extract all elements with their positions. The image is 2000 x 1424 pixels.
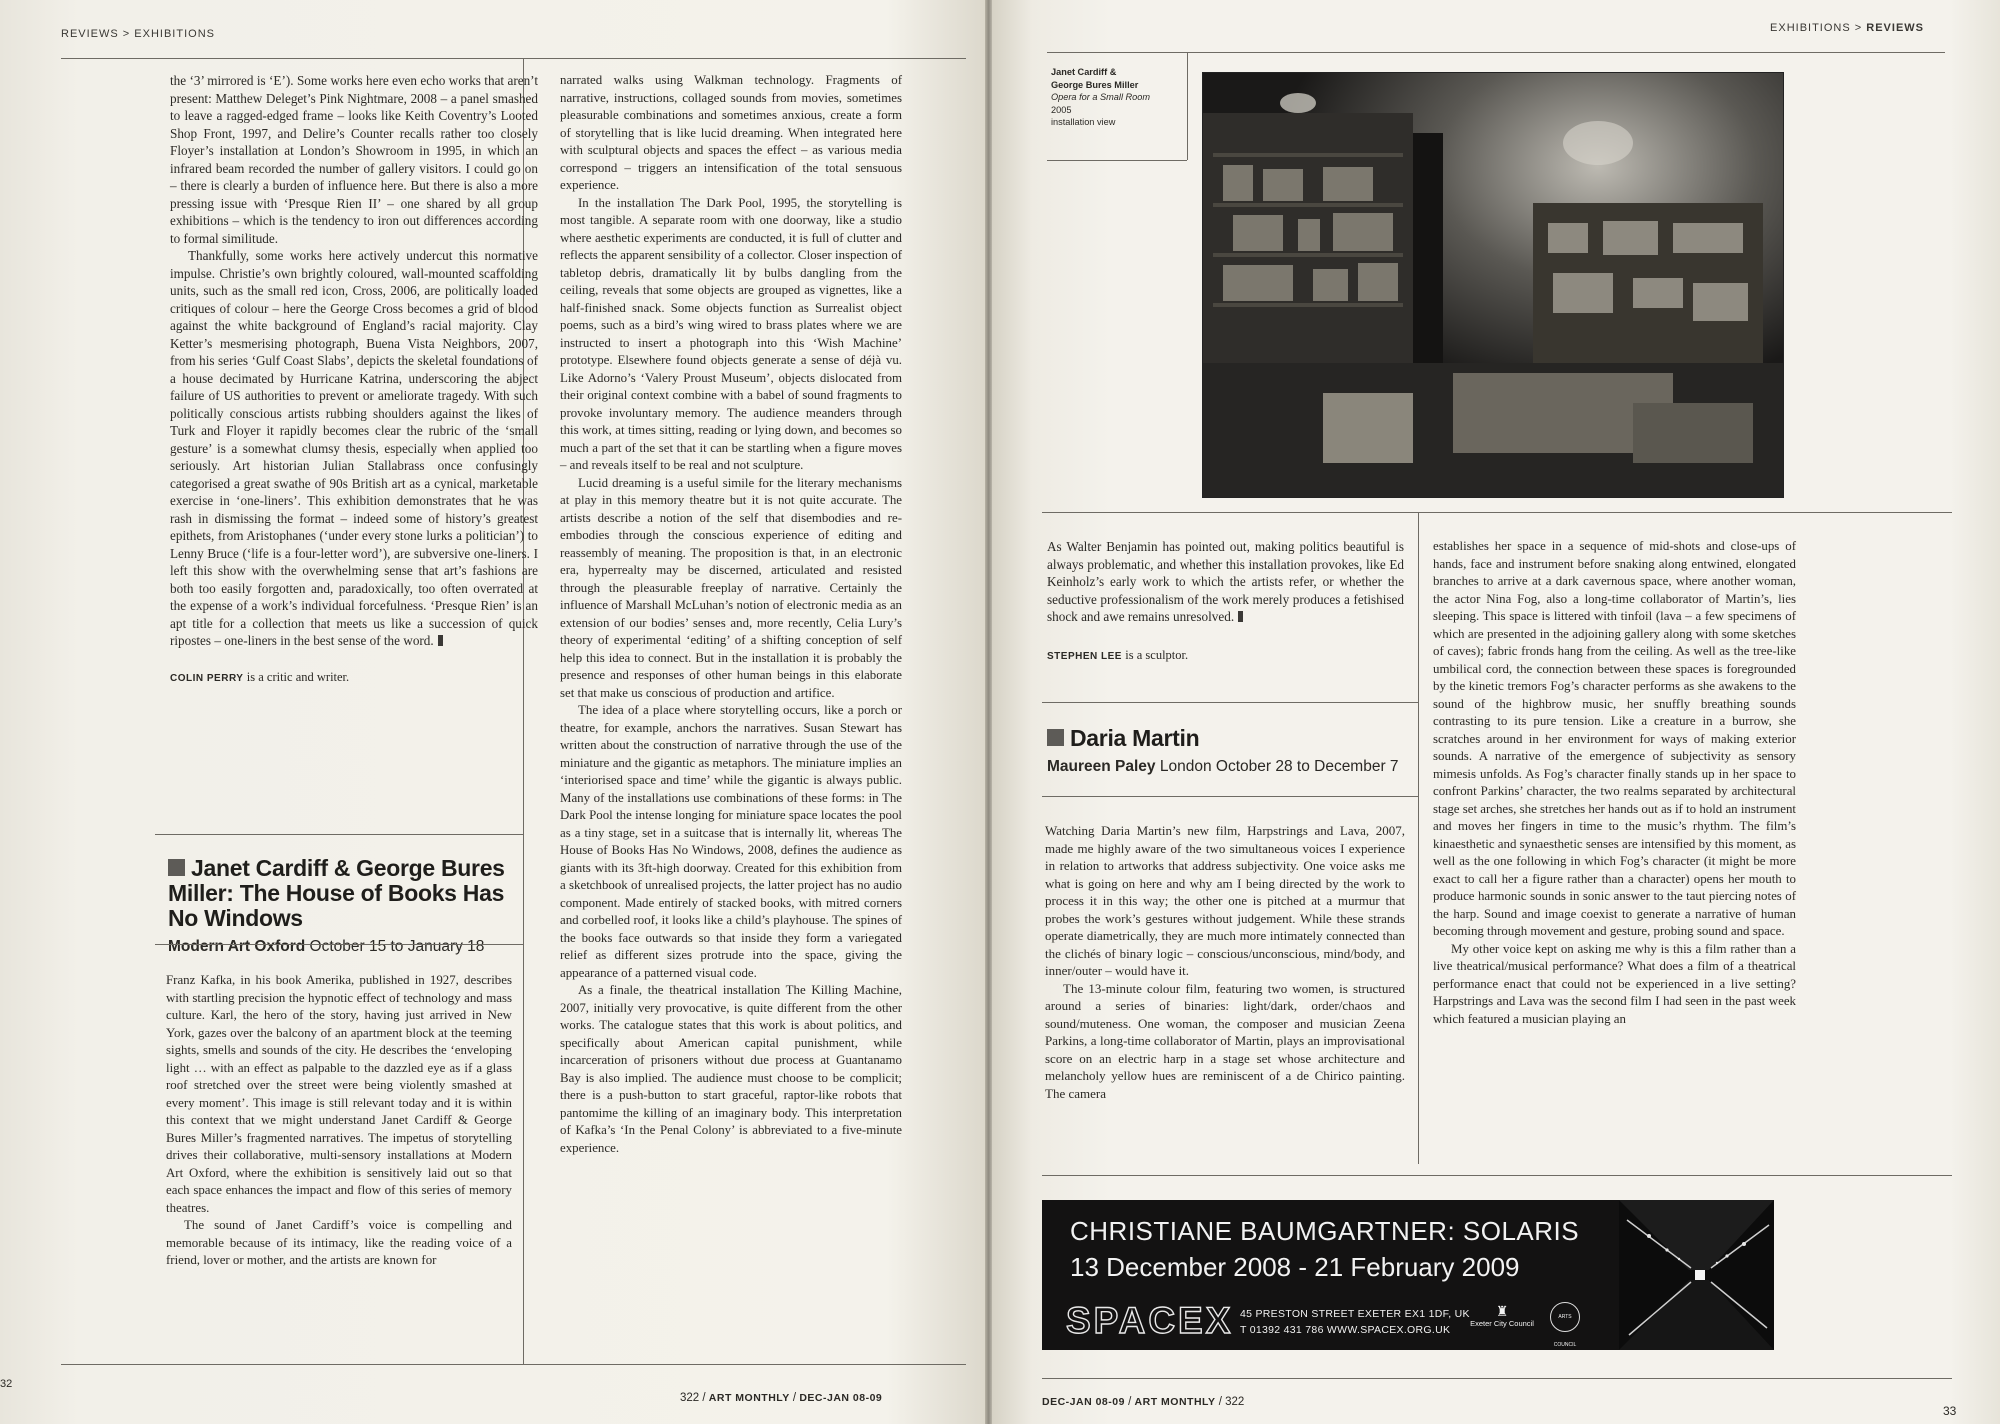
photo-caption: Janet Cardiff & George Bures Miller Opera for a Small Room 2005 installation view bbox=[1051, 66, 1176, 129]
section-rule bbox=[155, 834, 523, 835]
paragraph: In the installation The Dark Pool, 1995, the storytelling is most tangible. A separate room with one doorway, like a studio where aesthetic experiments are conducted, it is full of clutter and reflects the apparent sensibility of a collector. Closer inspection of tabletop debris, dramatically lit by bulbs dangling from the ceiling, reveals that some objects are grouped as vignettes, like a half-finished snack. Some objects function as Surrealist object poems, such as a bird’s wing wired to brass plates where we are instructed to insert a photograph into this ‘Wish Machine’ prototype. Elsewhere found objects generate a sense of déjà vu. Like Adorno’s ‘Valery Proust Museum’, objects dislocated from their original context combine with a babel of sound fragments to provoke involuntary memory. The audience meanders through this work, at times sitting, reading or lying down, and becomes so much a part of the set that it can be startling when a figure moves – and reveals itself to be real and not sculpture. bbox=[560, 195, 902, 472]
caption-divider bbox=[1187, 52, 1188, 160]
paragraph: The sound of Janet Cardiff’s voice is compelling and memorable because of its intimacy, like the reading voice of a friend, lover or mother, and the artists are known for bbox=[166, 1218, 512, 1267]
magazine-name: ART MONTHLY bbox=[708, 1392, 790, 1404]
section-rule bbox=[1042, 702, 1418, 703]
ad-dates: 13 December 2008 - 21 February 2009 bbox=[1070, 1252, 1520, 1282]
end-mark-icon bbox=[438, 635, 443, 646]
paragraph: Watching Daria Martin’s new film, Harpstrings and Lava, 2007, made me highly aware of the two simultaneous voices I experience in relation to artworks that address subjectivity. One voice asks me what is going on here and why am I being directed by the work to process it in this way; the other one is pitched at a murmur that probes the work’s gestures without judgement. While these strands operate diametrically, they are much more intimately connected than the clichés of binary logic – conscious/unconscious, mind/body, and inner/outer – would have it. bbox=[1045, 823, 1405, 978]
review-header bbox=[1047, 726, 1407, 776]
bottom-rule bbox=[61, 1364, 966, 1365]
paragraph: the ‘3’ mirrored is ‘E’). Some works here even echo works that aren’t present: Matthew Deleget’s Pink Nightmare, 2008 – a panel smashed to leave a ragged-edged frame – looks like Keith Coventry’s Looted Shop Front, 1997, and Delire’s Counter recalls rather too closely Floyer’s installation at London’s Showroom in 1995, in which an infrared beam recorded the number of gallery visitors. I could go on – there is clearly a burden of influence here. But there is also a more pressing issue with ‘Presque Rien II’ – one shared by all group exhibitions – which is the tendency to iron out differences according to formal similitude. bbox=[170, 73, 538, 246]
paragraph: As a finale, the theatrical installation The Killing Machine, 2007, initially very provocative, is quite different from the other works. The catalogue states that this work is about politics, and specifically about American capital punishment, while incarceration of prisoners without due process at Guantanamo Bay is also implied. The audience must choose to be complicit; there is a push-button to start graceful, raptor-like robots that pantomime the killing of an imaginary body. This interpretation of Kafka’s ‘In the Penal Colony’ is abbreviated to a five-minute experience. bbox=[560, 983, 902, 1155]
page-number: 322 bbox=[680, 1392, 700, 1404]
paragraph: Thankfully, some works here actively undercut this normative impulse. Christie’s own brightly coloured, wall-mounted scaffolding units, such as the small red icon, Cross, 2006, are politically loaded critiques of colour – here the George Cross becomes a grid of blood against the white background of England’s racial majority. Clay Ketter’s mesmerising photograph, Buena Vista Neighbors, 2007, from his series ‘Gulf Coast Slabs’, depicts the skeletal foundations of a house decimated by Hurricane Katrina, underscoring the abject failure of US authorities to prevent or ameliorate tragedy. With such politically conscious artists rubbing shoulders against the likes of Turk and Floyer it rapidly becomes clear the rubric of the ‘small gesture’ is a somewhat clumsy thesis, especially when applied too seriously. Art historian Julian Stallabrass once confusingly categorised a great swathe of 90s British art as a cynical, marketable exercise in ‘one-liners’. This exhibition demonstrates that he was rash in dismissing the format – indeed some of history’s greatest epithets, from Aristophanes (‘under every stone lurks a politician’) to Lenny Bruce (‘life is a four-letter word’), are subversive one-liners. I left this show with the overwhelming sense that art’s fashions are both too easily forgotten and, paradoxically, too often overrated at the expense of a work’s individual forcefulness. ‘Presque Rien’ is an apt title for a collection that meets us like a succession of quick ripostes – one-liners in the best sense of the word. bbox=[170, 248, 538, 648]
caption-year: 2005 bbox=[1051, 104, 1072, 115]
paragraph: Franz Kafka, in his book Amerika, published in 1927, describes with startling precision the hypnotic effect of technology and mass culture. Karl, the hero of the story, having just arrived in New York, gazes over the balcony of an apartment block at the teeming sights, smells and sounds of the city. He describes the ‘enveloping light … with an effect as palpable to the dazzled eye as if a glass roof stretched over the street were being violently smashed at every moment’. This image is still relevant today and it is within this context that we might understand Janet Cardiff & George Bures Miller’s fragmented narratives. The impetus of storytelling drives their collaborative, multi-sensory installations at Modern Art Oxford, where the exhibition is sensitively laid out so that each space enhances the impact and flow of this series of memory theatres. bbox=[166, 973, 512, 1215]
bottom-rule bbox=[1042, 1378, 1952, 1379]
page-footer-left: 322 / ART MONTHLY / DEC-JAN 08-09 bbox=[680, 1392, 883, 1404]
subsection-label: EXHIBITIONS bbox=[134, 28, 215, 40]
paragraph: Lucid dreaming is a useful simile for the literary mechanisms at play in this memory theatre but it is not quite accurate. The artists describe a notion of the self that disembodies and re-embodies through the conscious experience of editing and reassembly of meaning. The proposition is that, in an electronic era, hyperrealty may be discerned, articulated and resisted through the pleasurable freeplay of narrative. Certainly the influence of Marshall McLuhan’s notion of electronic media as an extension of our bodies’ senses and, more recently, Celia Lury’s theory of experimental ‘editing’ of a shifting conception of self help this idea to connect. But in the installation it is probably the presence and responses of other human beings in this elaborate set that make us conscious of production and artifice. bbox=[560, 475, 902, 700]
section-rule bbox=[1042, 512, 1952, 513]
review-venue: Modern Art Oxford October 15 to January 18 bbox=[168, 938, 485, 955]
page-footer-right: DEC-JAN 08-09 / ART MONTHLY / 322 bbox=[1042, 1396, 1245, 1408]
review-title: Janet Cardiff & George Bures Miller: The House of Books Has No Windows bbox=[168, 855, 505, 931]
caption-artists: Janet Cardiff & bbox=[1051, 67, 1117, 77]
running-head-right: EXHIBITIONS > REVIEWS bbox=[1770, 22, 1924, 34]
issue-date: DEC-JAN 08-09 bbox=[799, 1392, 883, 1404]
section-label: REVIEWS bbox=[61, 28, 119, 40]
article-column bbox=[170, 72, 538, 687]
square-bullet-icon bbox=[1047, 729, 1064, 746]
review-header bbox=[168, 856, 518, 956]
review-venue: Maureen Paley London October 28 to December 7 bbox=[1047, 758, 1399, 775]
article-column bbox=[560, 72, 902, 1157]
edge-page-number: 33 bbox=[1943, 1404, 1957, 1418]
square-bullet-icon bbox=[168, 859, 185, 876]
spacex-logo: SPACEX bbox=[1066, 1300, 1234, 1341]
paragraph: establishes her space in a sequence of mid-shots and close-ups of hands, face and instrument before snaking along entwined, elongated branches to arrive at a dark cavernous space, where another woman, the actor Nina Fog, also a long-time collaborator of Martin’s, lies sleeping. This space is littered with tinfoil (lava – a few specimens of which are presented in the adjoining gallery along with some sketches of caves); fabric fronds hang from the ceiling. As well as the tree-like umbilical cord, the connection between these spaces is foregrounded by the kinetic tremors Fog’s character performs as she awakens to the sound of the highbrow music, her snuffly breathing sounds contrasting to its pure tension. Like a creature in a burrow, she scratches around in her environment for ways of making exterior sounds. A narrative of the emergence of subjectivity as sensory mimesis unfolds. As Fog’s character finally stands up in her space to confront Parkins’ character, the two realms separated by architectural stage set arches, she stretches her hands out as if to hold an instrument and moves her fingers in time to the music’s rhythm. The film’s kinaesthetic and synaesthetic senses are intensified by this moment, as well as the one following in which Fog’s character (it might be more exact to call her a figure rather than a character) opens her mouth to produce harmonic sounds in sonic answer to the taut piercing notes of the harp. Sound and image coexist to generate a narrative of human becoming through movement and gesture, probing sound and space. bbox=[1433, 539, 1796, 938]
subsection-label: REVIEWS bbox=[1866, 22, 1924, 34]
review-title: Daria Martin bbox=[1047, 726, 1407, 751]
paragraph: narrated walks using Walkman technology. Fragments of narrative, instructions, collaged sounds from movies, sometimes pleasurable combinations and sometimes anxious, create a form of storytelling that is like lucid dreaming. When integrated here with sculptural objects and spaces the effect – as various media correspond – triggers an intensification of the total sensuous experience. bbox=[560, 73, 902, 192]
edge-page-number: 32 bbox=[0, 1378, 13, 1390]
paragraph: My other voice kept on asking me why is this a film rather than a live theatrical/musical performance? What does a film of a theatrical performance enact that could not be experienced in a live setting? Harpstrings and Lava was the second film I had seen in the past week which featured a musician playing an bbox=[1433, 941, 1796, 1026]
issue-date: DEC-JAN 08-09 bbox=[1042, 1396, 1125, 1408]
caption-title: Opera for a Small Room bbox=[1051, 92, 1151, 102]
page-number: 322 bbox=[1225, 1396, 1245, 1408]
paragraph: As Walter Benjamin has pointed out, making politics beautiful is always problematic, and whether this installation provokes, like Ed Keinholz’s early work to which the artists refer, or whether the seductive professionalism of the work merely produces a fetishised shock and awe remains unresolved. bbox=[1047, 539, 1404, 624]
ad-title: CHRISTIANE BAUMGARTNER: SOLARIS bbox=[1070, 1216, 1580, 1246]
top-rule bbox=[1047, 52, 1945, 53]
tunnel-image bbox=[1619, 1200, 1774, 1350]
left-page bbox=[0, 0, 985, 1424]
section-label: EXHIBITIONS bbox=[1770, 22, 1851, 34]
article-column bbox=[1045, 822, 1405, 1102]
ad-contact: 45 PRESTON STREET EXETER EX1 1DF, UK T 01392 431 786 WWW.SPACEX.ORG.UK bbox=[1240, 1308, 1470, 1336]
section-rule bbox=[1042, 796, 1418, 797]
spacex-advertisement[interactable] bbox=[1042, 1200, 1774, 1376]
top-rule bbox=[61, 58, 966, 59]
end-mark-icon bbox=[1238, 611, 1243, 622]
installation-photo bbox=[1202, 72, 1784, 498]
caption-note: installation view bbox=[1051, 117, 1116, 127]
paragraph: The idea of a place where storytelling occurs, like a porch or theatre, for example, anchors the narratives. Susan Stewart has written about the construction of narrative through the use of the miniature and the gigantic as metaphors. The miniature implies an ‘interiorised space and time’ while the gigantic is always public. Many of the installations use combinations of these forms: in The Dark Pool the intense longing for miniature space locates the pool as a tiny stage, set in a suitcase that is internally lit, whereas The House of Books Has No Windows, 2008, defines the audience as giants with its 3ft-high doorway. Created for this exhibition from a sketchbook of unrealised projects, the latter project has no audio component. Made entirely of stacked books, with mitred corners and corbelled roof, it looks like a child’s playhouse. The spines of the books face outwards so that inside they form a variegated relief as different sizes protrude into the space, giving the appearance of a patterned visual code. bbox=[560, 703, 902, 980]
running-head-left: REVIEWS > EXHIBITIONS bbox=[61, 28, 215, 40]
column-divider bbox=[1418, 512, 1419, 1164]
council-crest-icon: ♜ bbox=[1495, 1303, 1509, 1319]
author-byline: STEPHEN LEE is a sculptor. bbox=[1047, 647, 1189, 662]
article-column bbox=[166, 972, 512, 1270]
paragraph: The 13-minute colour film, featuring two women, is structured around a series of binaries: light/dark, order/chaos and sound/muteness. One woman, the composer and musician Zeena Parkins, a long-time collaborator of Martin, plays an improvisational score on an electric harp in a stage set whose architecture and melancholy yellow hues are reminiscent of a de Chirico painting. The camera bbox=[1045, 980, 1405, 1101]
arts-council-logo: ARTS COUNCIL ENGLAND bbox=[1550, 1302, 1580, 1332]
caption-rule bbox=[1047, 160, 1187, 161]
council-logo: ♜ Exeter City Council bbox=[1467, 1303, 1537, 1328]
article-column bbox=[1047, 538, 1404, 665]
magazine-name: ART MONTHLY bbox=[1134, 1396, 1216, 1408]
section-rule bbox=[155, 944, 523, 945]
author-byline: COLIN PERRY is a critic and writer. bbox=[170, 669, 350, 684]
section-rule bbox=[1042, 1175, 1952, 1176]
spine-gutter bbox=[985, 0, 992, 1424]
article-column bbox=[1433, 538, 1796, 1028]
